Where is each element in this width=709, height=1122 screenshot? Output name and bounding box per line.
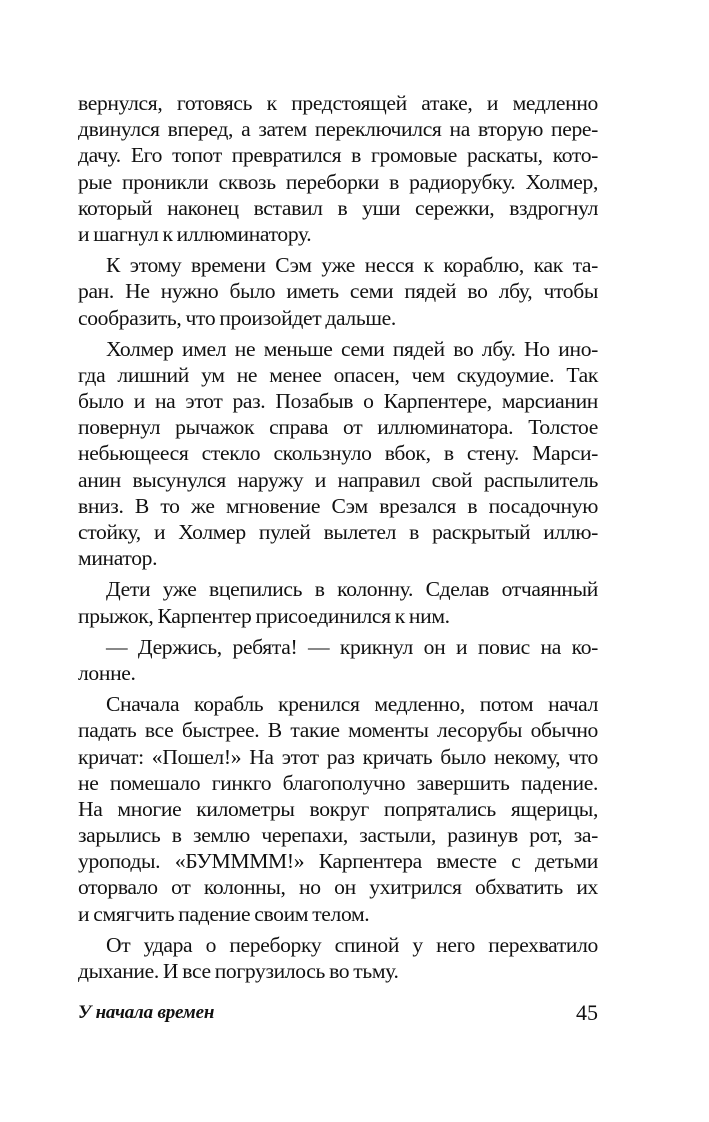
text-line: сообразить, что произойдет дальше. — [78, 305, 396, 330]
text-line: повернул рычажок справа от иллюминатора. Толстое — [78, 415, 598, 440]
paragraph — [78, 336, 598, 572]
running-title: У начала времен — [78, 1002, 215, 1023]
text-line: ран. Не нужно было иметь семи пядей во лбу, чтобы — [78, 279, 598, 304]
text-line: стойку, и Холмер пулей вылетел в раскрытый иллю- — [78, 520, 598, 544]
paragraph — [78, 634, 598, 686]
text-line: дачу. Его топот превратился в громовые раскаты, кото- — [78, 143, 598, 168]
text-line: От удара о переборку спиной у него перехватило — [106, 932, 598, 957]
text-line: небьющееся стекло скользнуло вбок, в стену. Марси- — [78, 441, 598, 466]
text-line: вернулся, готовясь к предстоящей атаке, и медленно — [78, 91, 598, 115]
text-line: К этому времени Сэм уже несся к кораблю, как та- — [106, 253, 598, 278]
text-line: анин высунулся наружу и направил свой распылитель — [78, 467, 598, 492]
text-line: прыжок, Карпентер присоединился к ним. — [78, 603, 450, 628]
paragraph — [78, 576, 598, 628]
paragraph — [78, 691, 598, 927]
text-line: Сначала корабль кренился медленно, потом начал — [106, 692, 598, 717]
text-line: двинулся вперед, а затем переключился на вторую пере- — [78, 117, 598, 142]
paragraph — [78, 252, 598, 331]
text-line: рые проникли сквозь переборки в радиорубку. Холмер, — [78, 169, 598, 194]
text-line: и смягчить падение своим телом. — [78, 901, 370, 926]
text-line: который наконец вставил в уши сережки, вздрогнул — [78, 195, 598, 220]
text-line: гда лишний ум не менее опасен, чем скудоумие. Так — [78, 362, 598, 387]
text-line: лонне. — [78, 660, 136, 685]
text-line: падать все быстрее. В такие моменты лесорубы обычно — [78, 718, 598, 743]
text-line: и шагнул к иллюминатору. — [78, 221, 312, 246]
text-line: зарылись в землю черепахи, застыли, разинув рот, за- — [78, 823, 598, 848]
page-number: 45 — [576, 1000, 598, 1025]
page-footer — [78, 998, 598, 1028]
text-line: дыхание. И все погрузилось во тьму. — [78, 959, 399, 983]
text-line: кричат: «Пошел!» На этот раз кричать было некому, что — [78, 744, 598, 769]
text-line: На многие километры вокруг попрятались ящерицы, — [78, 796, 598, 821]
text-line: было и на этот раз. Позабыв о Карпентере, марсианин — [78, 389, 598, 414]
text-line: не помешало гинкго благополучно завершить падение. — [78, 770, 598, 795]
text-line: оторвало от колонны, но он ухитрился обхватить их — [78, 875, 598, 900]
text-line: вниз. В то же мгновение Сэм врезался в посадочную — [78, 493, 598, 518]
text-line: — Держись, ребята! — крикнул он и повис на ко- — [106, 634, 598, 659]
text-line: Дети уже вцепились в колонну. Сделав отчаянный — [106, 577, 598, 602]
paragraph — [78, 90, 598, 247]
text-line: минатор. — [78, 546, 158, 571]
text-line: Холмер имел не меньше семи пядей во лбу. Но ино- — [106, 336, 598, 361]
paragraph — [78, 932, 598, 984]
body-text — [78, 90, 598, 984]
text-line: уроподы. «БУММММ!» Карпентера вместе с детьми — [78, 849, 598, 874]
